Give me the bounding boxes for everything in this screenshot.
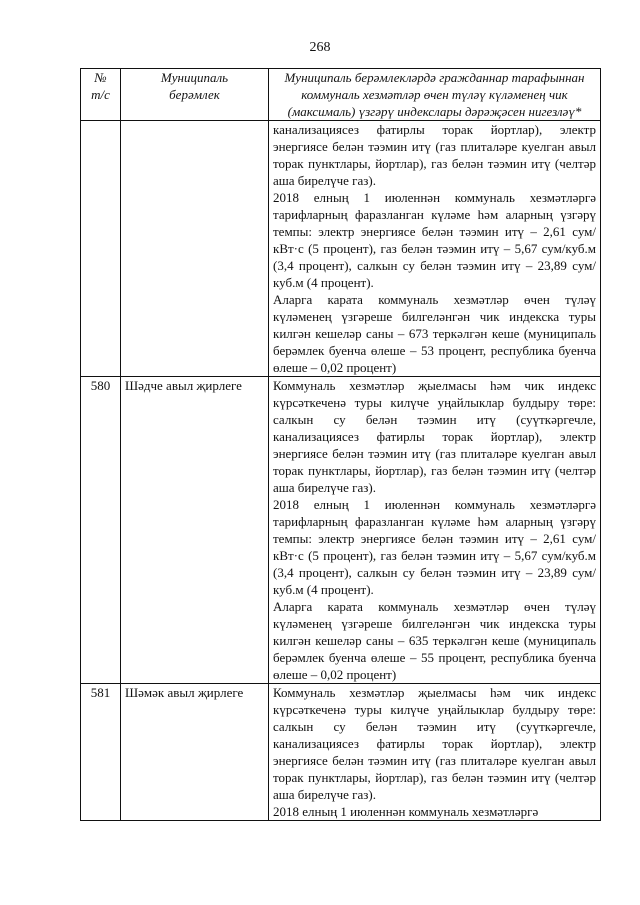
paragraph: 2018 елның 1 июленнән коммуналь хезмәтләргә — [273, 804, 539, 819]
paragraph: Аларга карата коммуналь хезмәтләр өчен түләү күләменең үзгәреше билгеләнгән чик индекска туры килгән кешеләр саны – 635 теркәлгән кеше (муниципаль берәмлек буенча өлеше – 55 процент, республика буенча өлеше – 0,02 процент) — [273, 599, 596, 682]
table-row — [81, 121, 601, 377]
paragraph: Коммуналь хезмәтләр җыелмасы һәм чик индекс күрсәткеченә туры килүче уңайлыклар булдыру төре: салкын су белән тәэмин итү (суүткәргечле, канализациясез фатирлы торак йортлар), электр энергиясе белән тәэмин итү (газ плиталәре куелган авыл торак пунктлары, йортлар), газ белән тәэмин итү (челтәр аша бирелүче газ). — [273, 685, 596, 802]
paragraph: 2018 елның 1 июленнән коммуналь хезмәтләргә тарифларның фаразланган күләме һәм аларның үзгәрү темпы: электр энергиясе белән тәэмин итү – 2,61 сум/кВт·с (5 процент), газ белән тәэмин итү – 5,67 сум/куб.м (3,4 процент), салкын су белән тәэмин итү – 23,89 сум/куб.м (4 процент). — [273, 497, 596, 597]
paragraph: канализациясез фатирлы торак йортлар), электр энергиясе белән тәэмин итү (газ плиталәре куелган авыл торак пунктлары, йортлар), газ белән тәэмин итү (челтәр аша бирелүче газ). — [273, 122, 596, 188]
header-description: Муниципаль берәмлекләрдә гражданнар тарафыннан коммуналь хезмәтләр өчен түләү күләменең чик (максималь) үзгәрү индекслары дәрәҗәсен нигезләү* — [269, 69, 601, 121]
table-row — [81, 377, 601, 684]
row-number: 580 — [81, 377, 121, 684]
row-description — [269, 377, 601, 684]
header-number: № т/с — [81, 69, 121, 121]
table-row — [81, 684, 601, 821]
row-description — [269, 684, 601, 821]
row-municipality: Шәмәк авыл җирлеге — [121, 684, 269, 821]
header-municipality: Муниципаль берәмлек — [121, 69, 269, 121]
row-municipality — [121, 121, 269, 377]
row-number: 581 — [81, 684, 121, 821]
tariff-index-table — [80, 68, 601, 821]
row-municipality: Шәдче авыл җирлеге — [121, 377, 269, 684]
row-number — [81, 121, 121, 377]
paragraph: Коммуналь хезмәтләр җыелмасы һәм чик индекс күрсәткеченә туры килүче уңайлыклар булдыру төре: салкын су белән тәэмин итү (суүткәргечле, канализациясез фатирлы торак йортлар), электр энергиясе белән тәэмин итү (газ плиталәре куелган авыл торак пунктлары, йортлар), газ белән тәэмин итү (челтәр аша бирелүче газ). — [273, 378, 596, 495]
table-header-row — [81, 69, 601, 121]
row-description — [269, 121, 601, 377]
paragraph: 2018 елның 1 июленнән коммуналь хезмәтләргә тарифларның фаразланган күләме һәм аларның үзгәрү темпы: электр энергиясе белән тәэмин итү – 2,61 сум/кВт·с (5 процент), газ белән тәэмин итү – 5,67 сум/куб.м (3,4 процент), салкын су белән тәэмин итү – 23,89 сум/куб.м (4 процент). — [273, 190, 596, 290]
paragraph: Аларга карата коммуналь хезмәтләр өчен түләү күләменең үзгәреше билгеләнгән чик индекска туры килгән кешеләр саны – 673 теркәлгән кеше (муниципаль берәмлек буенча өлеше – 53 процент, республика буенча өлеше – 0,02 процент) — [273, 292, 596, 375]
page-number: 268 — [309, 40, 331, 55]
